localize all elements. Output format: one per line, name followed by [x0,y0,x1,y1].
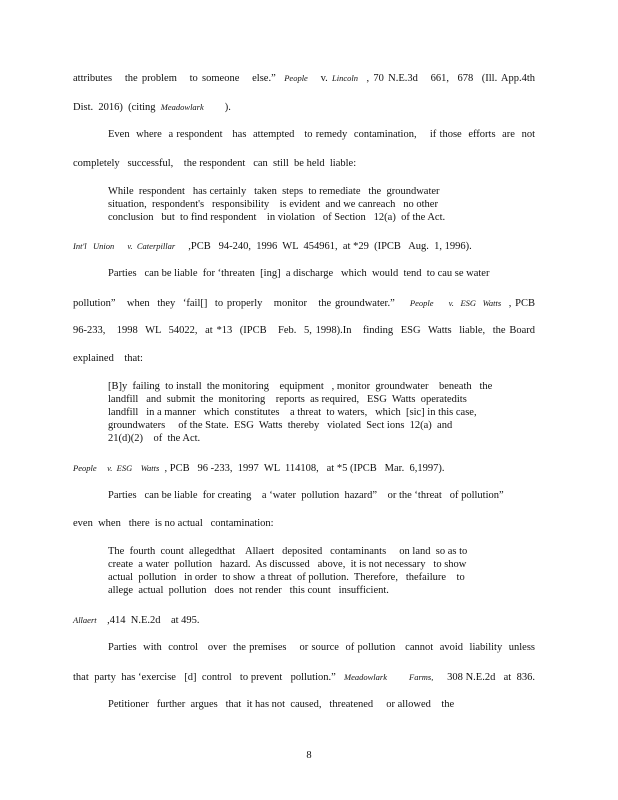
text-run: create a water pollution hazard. As discussed above, it is not necessary to show [108,559,467,570]
text-line [73,158,356,170]
text-run: situation, respondent's responsibility is evident and we canreach no other [108,199,438,210]
block-quote-line [108,199,438,211]
text-run: actual pollution in order to show a threat of pollution. Therefore, thefailure to [108,572,465,583]
text-run [387,672,409,683]
case-citation-name: Farms, [409,672,434,682]
text-run: Parties can be liable for ‘threaten [ing] a discharge which would tend to cau se water [108,268,490,279]
text-line [73,614,200,627]
text-line [73,72,535,85]
block-quote-line [108,212,445,224]
text-run: , PCB 96 -233, 1997 WL 114108, at *5 (IPCB Mar. 6,1997). [159,463,445,474]
text-line [73,297,535,310]
text-run: even when there is no actual contamination: [73,518,274,529]
block-quote-line [108,433,200,445]
text-line [108,642,535,654]
text-run: v. [307,73,333,84]
text-run [97,463,108,474]
block-quote-line [108,546,467,558]
text-line [73,240,472,253]
text-run: completely successful, the respondent can still be held liable: [73,158,357,169]
text-run: conclusion but to find respondent in violation of Section 12(a) of the Act. [108,212,446,223]
text-run [114,241,127,252]
text-run: Parties with control over the premises or source of pollution cannot avoid liability unless [108,642,535,653]
text-run: ). [203,102,231,113]
text-run: , PCB [501,298,535,309]
case-citation-name: People [284,73,308,83]
case-citation-name: Lincoln [332,73,359,83]
text-run: attributes the problem to someone else.” [73,73,285,84]
text-run: The fourth count allegedthat Allaert deposited contaminants on land so as to [108,546,468,557]
text-line [73,671,535,684]
text-run: 308 N.E.2d at 836. [433,672,536,683]
block-quote-line [108,407,477,419]
block-quote-line [108,381,492,393]
text-run: ,414 N.E.2d at 495. [96,615,200,626]
text-run: 96-233, 1998 WL 54022, at *13 (IPCB Feb. 5, 1998).In finding ESG Watts liable, the Board [73,325,535,336]
text-line [73,325,535,337]
text-line [73,101,231,114]
text-run: groundwaters of the State. ESG Watts thereby violated Sect ions 12(a) and [108,420,453,431]
text-run: [B]y failing to install the monitoring equipment , monitor groundwater beneath the [108,381,493,392]
text-run: landfill and submit the monitoring reports as required, ESG Watts operatedits [108,394,467,405]
text-run: allege actual pollution does not render this count insufficient. [108,585,389,596]
block-quote-line [108,420,452,432]
text-run: Even where a respondent has attempted to remedy contamination, if those efforts are not [108,129,535,140]
case-citation-name: v. ESG Watts [107,463,160,473]
block-quote-line [108,186,440,198]
text-line [108,490,504,502]
block-quote-line [108,394,467,406]
text-line [108,699,454,711]
text-run: , 70 N.E.3d 661, 678 (Ill. App.4th [358,73,535,84]
text-run: While respondent has certainly taken steps to remediate the groundwater [108,186,440,197]
text-run: Parties can be liable for creating a ‘water pollution hazard” or the ‘threat of pollution” [108,490,504,501]
page-number: 8 [306,750,312,761]
text-run: explained that: [73,353,143,364]
text-line [108,268,489,280]
case-citation-name: People [409,298,434,308]
text-line [73,462,444,475]
case-citation-name: People [73,463,97,473]
case-citation-name: Int'l Union [73,241,115,251]
block-quote-line [108,559,466,571]
text-run: Petitioner further argues that it has not caused, threatened or allowed the [108,699,455,710]
text-line [73,353,143,365]
text-line [108,129,535,141]
case-citation-name: v. Caterpillar [127,241,176,251]
text-run: that party has ‘exercise [d] control to prevent pollution.” [73,672,345,683]
text-run [433,298,448,309]
text-run: 21(d)(2) of the Act. [108,433,201,444]
text-run: ,PCB 94-240, 1996 WL 454961, at *29 (IPCB Aug. 1, 1996). [175,241,472,252]
case-citation-name: Allaert [73,615,97,625]
block-quote-line [108,572,465,584]
case-citation-name: Meadowlark [160,102,204,112]
case-citation-name: Meadowlark [344,672,387,682]
block-quote-line [108,585,389,597]
text-line [73,518,274,530]
case-citation-name: v. ESG Watts [448,298,502,308]
text-run: Dist. 2016) (citing [73,102,161,113]
text-run: landfill in a manner which constitutes a threat to waters, which [sic] in this case, [108,407,477,418]
text-run: pollution” when they ‘fail[] to properly monitor the groundwater.” [73,298,410,309]
